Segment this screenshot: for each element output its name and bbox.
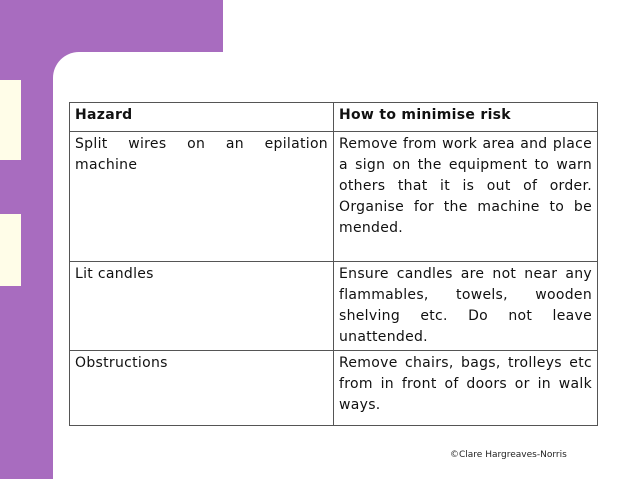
header-how-to-minimise-risk: How to minimise risk — [334, 103, 598, 132]
copyright-credit: ©Clare Hargreaves-Norris — [450, 450, 567, 460]
table-row — [70, 132, 598, 262]
hazard-cell: Lit candles — [70, 262, 334, 351]
table-row — [70, 351, 598, 426]
action-cell: Remove from work area and place a sign on the equipment to warn others that it is out of order. Organise for the machine to be mended. — [334, 132, 598, 262]
hazard-cell: Split wires on an epilation machine — [70, 132, 334, 262]
action-cell: Ensure candles are not near any flammables, towels, wooden shelving etc. Do not leave unattended. — [334, 262, 598, 351]
action-cell: Remove chairs, bags, trolleys etc from in front of doors or in walk ways. — [334, 351, 598, 426]
table-header-row — [70, 103, 598, 132]
header-hazard: Hazard — [70, 103, 334, 132]
hazard-risk-table — [69, 102, 598, 426]
table-row — [70, 262, 598, 351]
decorative-tab — [0, 214, 21, 286]
hazard-cell: Obstructions — [70, 351, 334, 426]
decorative-tab — [0, 80, 21, 160]
